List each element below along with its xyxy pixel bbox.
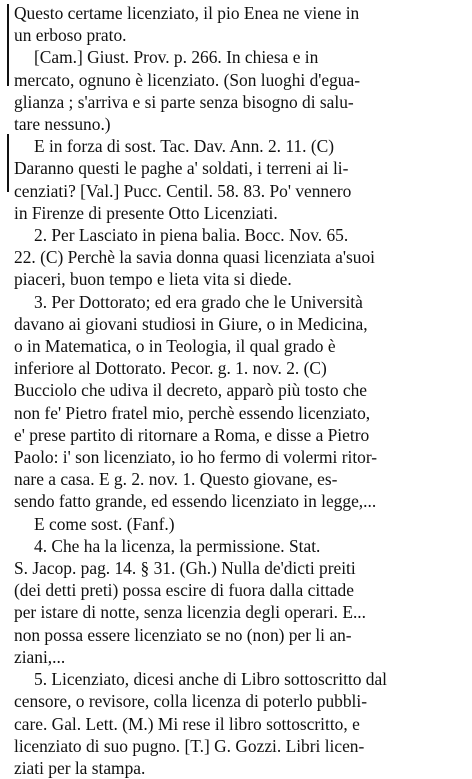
text-line: Paolo: i' son licenziato, io ho fermo di volermi ritor- [14, 447, 378, 468]
text-line: ziani,... [14, 646, 66, 667]
text-line: in Firenze di presente Otto Licenziati. [14, 202, 278, 223]
entry-text [14, 2, 466, 779]
text-line: [Cam.] Giust. Prov. p. 266. In chiesa e in [34, 47, 319, 68]
text-line: 2. Per Lasciato in piena balia. Bocc. Nov. 65. [34, 225, 349, 246]
text-line: ziati per la stampa. [14, 757, 146, 778]
margin-rule [7, 134, 9, 192]
text-line: nare a casa. E g. 2. nov. 1. Questo giovane, es- [14, 469, 338, 490]
text-line: tare nessuno.) [14, 114, 111, 135]
text-line: inferiore al Dottorato. Pecor. g. 1. nov. 2. (C) [14, 358, 327, 379]
text-line: Questo certame licenziato, il pio Enea ne viene in [14, 3, 360, 23]
text-line: per istare di notte, senza licenzia degli operari. E... [14, 602, 367, 623]
text-line: piaceri, buon tempo e lieta vita si diede. [14, 269, 292, 290]
text-line: non possa essere licenziato se no (non) per li an- [14, 624, 352, 645]
margin-rule [7, 4, 9, 86]
text-line: S. Jacop. pag. 14. § 31. (Gh.) Nulla de'dicti preiti [14, 558, 356, 579]
text-line: 5. Licenziato, dicesi anche di Libro sottoscritto dal [34, 669, 388, 690]
text-line: davano ai giovani studiosi in Giure, o in Medicina, [14, 313, 368, 334]
text-line: sendo fatto grande, ed essendo licenziato in legge,... [14, 491, 377, 512]
text-line: o in Matematica, o in Teologia, il qual grado è [14, 336, 336, 357]
text-line: 4. Che ha la licenza, la permissione. Stat. [34, 535, 321, 556]
text-line: un erboso prato. [14, 25, 127, 46]
text-line: care. Gal. Lett. (M.) Mi rese il libro sottoscritto, e [14, 713, 360, 734]
text-line: mercato, ognuno è licenziato. (Son luoghi d'egua- [14, 69, 361, 90]
text-line: non fe' Pietro fratel mio, perchè essendo licenziato, [14, 402, 371, 423]
text-line: licenziato di suo pugno. [T.] G. Gozzi. Libri licen- [14, 735, 365, 756]
text-line: E in forza di sost. Tac. Dav. Ann. 2. 11. (C) [34, 136, 335, 157]
text-line: censore, o revisore, colla licenza di poterlo pubbli- [14, 691, 367, 712]
text-line: e' prese partito di ritornare a Roma, e disse a Pietro [14, 424, 370, 445]
text-line: E come sost. (Fanf.) [34, 513, 175, 534]
text-line: 3. Per Dottorato; ed era grado che le Università [34, 291, 363, 312]
text-line: cenziati? [Val.] Pucc. Centil. 58. 83. Po' vennero [14, 180, 352, 201]
text-line: glianza ; s'arriva e si parte senza bisogno di salu- [14, 91, 354, 112]
text-line: (dei detti preti) possa escire di fuora dalla cittade [14, 580, 354, 601]
text-line: 22. (C) Perchè la savia donna quasi licenziata a'suoi [14, 247, 375, 268]
text-line: Daranno questi le paghe a' soldati, i terreni ai li- [14, 158, 349, 179]
text-line: Bucciolo che udiva il decreto, apparò più tosto che [14, 380, 368, 401]
